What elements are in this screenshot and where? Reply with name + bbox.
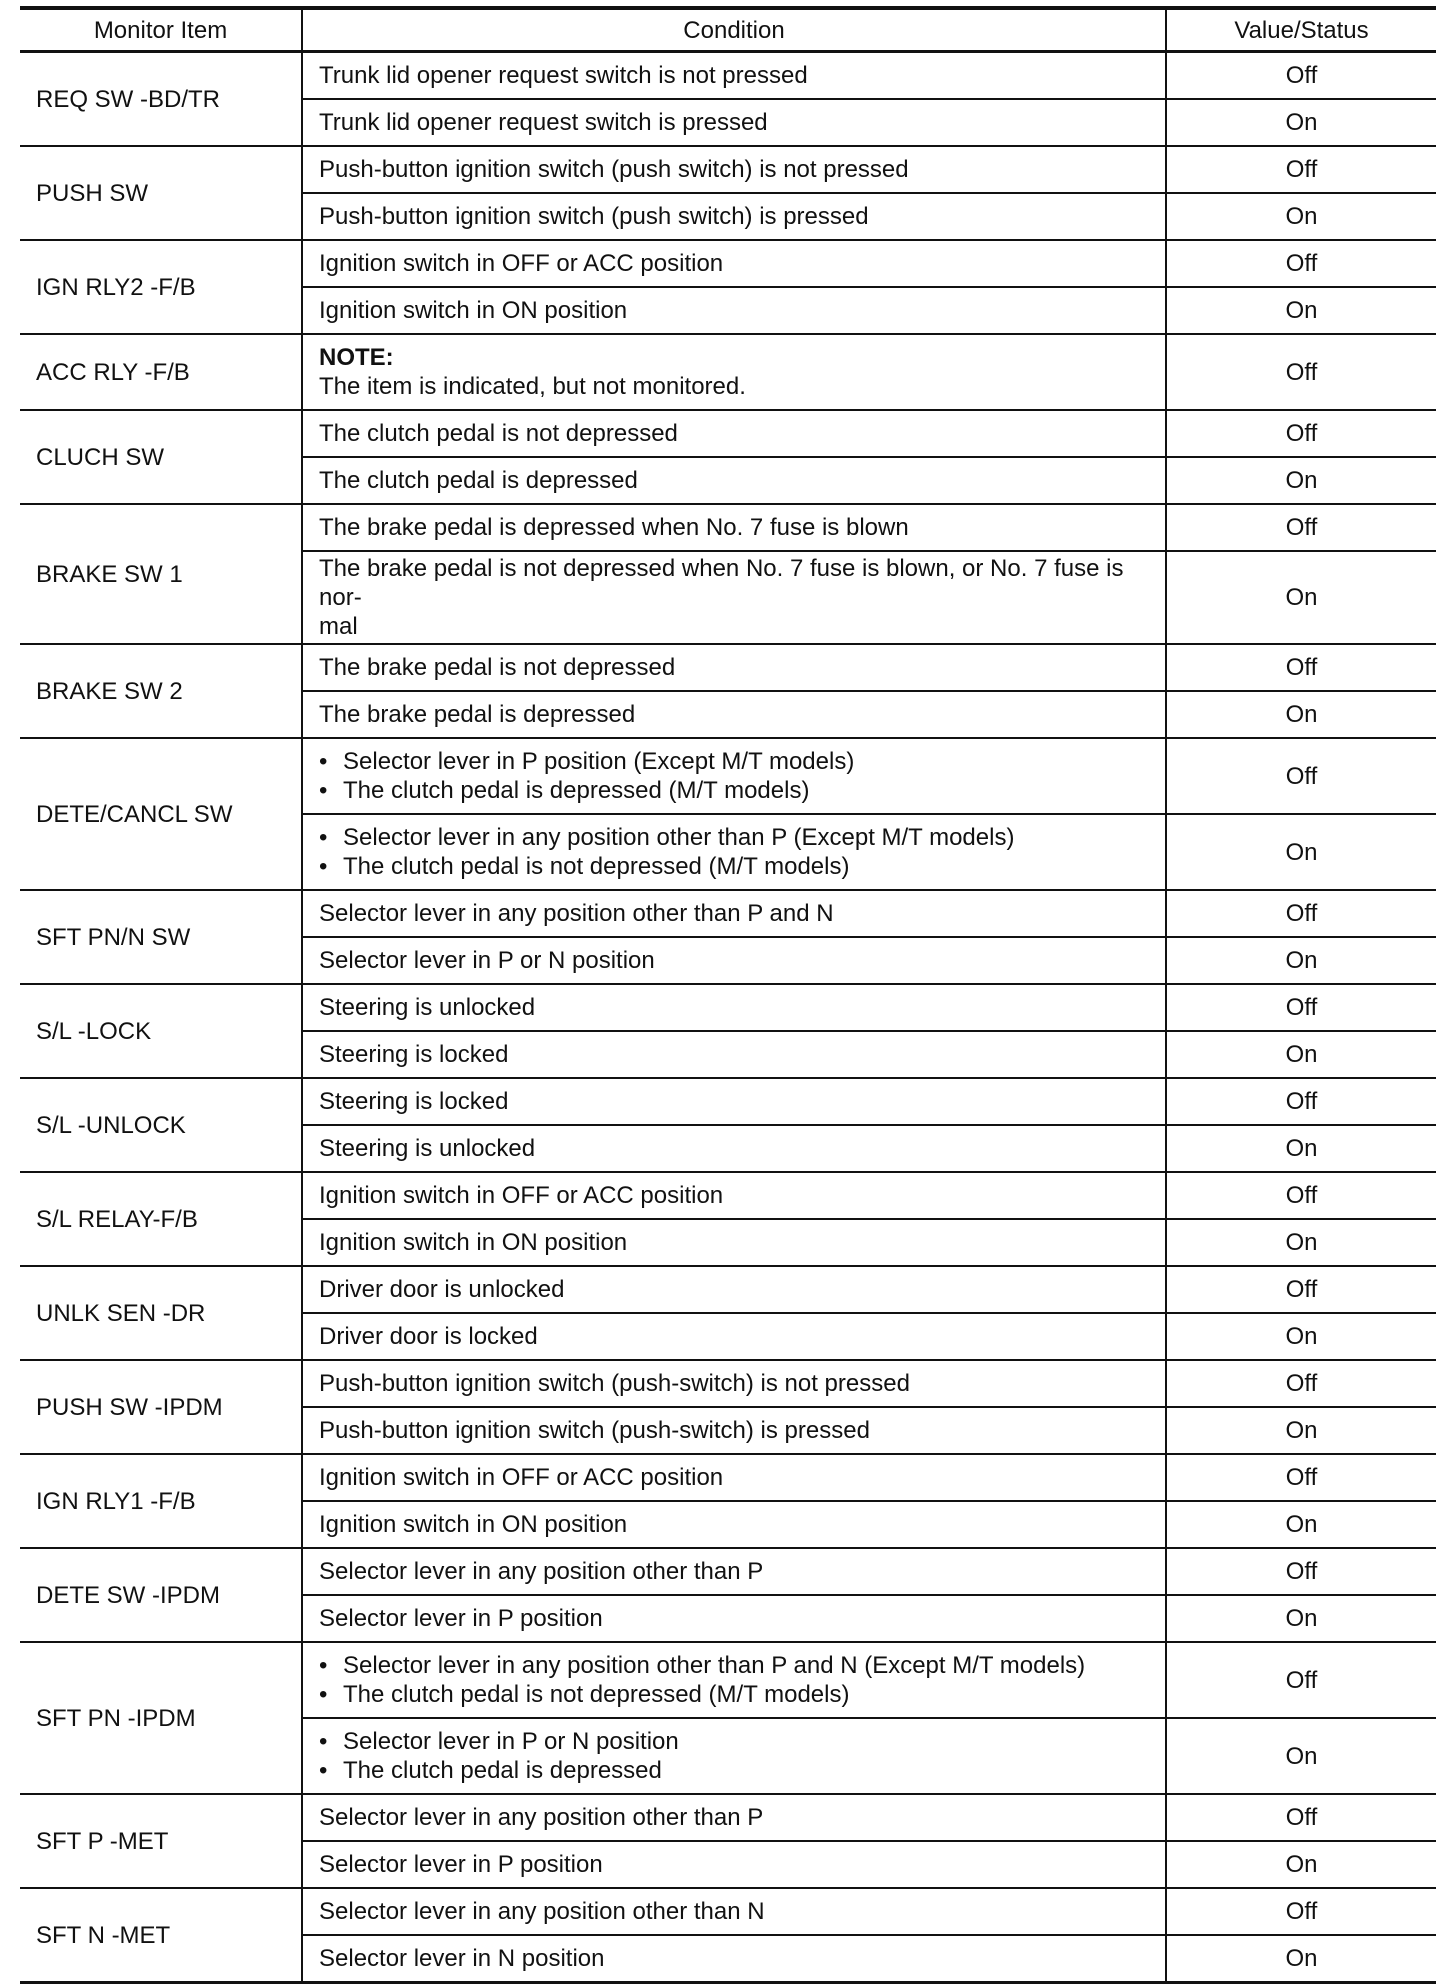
condition-cell: Ignition switch in ON position	[302, 1219, 1166, 1266]
condition-cell: Selector lever in N position	[302, 1935, 1166, 1983]
table-row	[20, 1642, 1436, 1718]
monitor-item-cell: SFT N -MET	[20, 1888, 302, 1983]
bullet-dot-icon: •	[319, 1681, 328, 1708]
value-status-cell: Off	[1166, 1266, 1436, 1313]
header-monitor-item: Monitor Item	[20, 8, 302, 52]
condition-cell: Trunk lid opener request switch is not pressed	[302, 52, 1166, 100]
bullet-text: The clutch pedal is not depressed (M/T models)	[343, 853, 850, 880]
table-row	[20, 1888, 1436, 1935]
monitor-item-cell: S/L -UNLOCK	[20, 1078, 302, 1172]
bullet-item	[319, 823, 1149, 852]
table-row	[20, 890, 1436, 937]
condition-cell: Selector lever in any position other than N	[302, 1888, 1166, 1935]
value-status-cell: Off	[1166, 1078, 1436, 1125]
bullet-text: Selector lever in P position (Except M/T models)	[343, 748, 855, 775]
monitor-item-cell: SFT PN/N SW	[20, 890, 302, 984]
value-status-cell: On	[1166, 551, 1436, 644]
condition-cell: The brake pedal is not depressed when No. 7 fuse is blown, or No. 7 fuse is nor- mal	[302, 551, 1166, 644]
condition-cell	[302, 334, 1166, 410]
value-status-cell: On	[1166, 1031, 1436, 1078]
value-status-cell: Off	[1166, 146, 1436, 193]
monitor-item-cell: BRAKE SW 1	[20, 504, 302, 644]
table-row	[20, 1454, 1436, 1501]
value-status-cell: On	[1166, 287, 1436, 334]
monitor-table-container	[20, 6, 1436, 1984]
condition-cell: Steering is locked	[302, 1031, 1166, 1078]
value-status-cell: On	[1166, 1219, 1436, 1266]
condition-cell: Selector lever in any position other than P	[302, 1548, 1166, 1595]
monitor-item-cell: DETE/CANCL SW	[20, 738, 302, 890]
monitor-item-cell: UNLK SEN -DR	[20, 1266, 302, 1360]
monitor-item-cell: SFT P -MET	[20, 1794, 302, 1888]
bullet-text: The clutch pedal is not depressed (M/T models)	[343, 1681, 850, 1708]
value-status-cell: Off	[1166, 1360, 1436, 1407]
note-text: The item is indicated, but not monitored.	[319, 373, 746, 400]
value-status-cell: Off	[1166, 1172, 1436, 1219]
value-status-cell: On	[1166, 1935, 1436, 1983]
condition-cell: Push-button ignition switch (push-switch) is pressed	[302, 1407, 1166, 1454]
condition-cell: Push-button ignition switch (push switch) is not pressed	[302, 146, 1166, 193]
condition-cell: Selector lever in any position other than P and N	[302, 890, 1166, 937]
bullet-item	[319, 1651, 1149, 1680]
value-status-cell: Off	[1166, 52, 1436, 100]
bullet-text: The clutch pedal is depressed	[343, 1757, 662, 1784]
monitor-item-cell: S/L RELAY-F/B	[20, 1172, 302, 1266]
table-row	[20, 334, 1436, 410]
value-status-cell: On	[1166, 1313, 1436, 1360]
bullet-dot-icon: •	[319, 1728, 328, 1755]
condition-cell	[302, 814, 1166, 890]
bullet-dot-icon: •	[319, 853, 328, 880]
monitor-item-cell: CLUCH SW	[20, 410, 302, 504]
value-status-cell: On	[1166, 1407, 1436, 1454]
value-status-cell: Off	[1166, 504, 1436, 551]
bullet-dot-icon: •	[319, 748, 328, 775]
condition-cell: Driver door is unlocked	[302, 1266, 1166, 1313]
condition-cell: Steering is locked	[302, 1078, 1166, 1125]
value-status-cell: On	[1166, 691, 1436, 738]
bullet-item	[319, 1680, 1149, 1709]
monitor-item-cell: PUSH SW -IPDM	[20, 1360, 302, 1454]
bullet-dot-icon: •	[319, 1652, 328, 1679]
monitor-item-table	[20, 6, 1436, 1984]
table-row	[20, 240, 1436, 287]
table-row	[20, 504, 1436, 551]
bullet-text: Selector lever in P or N position	[343, 1728, 679, 1755]
value-status-cell: Off	[1166, 240, 1436, 287]
monitor-item-cell: PUSH SW	[20, 146, 302, 240]
value-status-cell: On	[1166, 937, 1436, 984]
table-header	[20, 8, 1436, 52]
monitor-item-cell: ACC RLY -F/B	[20, 334, 302, 410]
bullet-dot-icon: •	[319, 777, 328, 804]
table-row	[20, 738, 1436, 814]
monitor-item-cell: IGN RLY1 -F/B	[20, 1454, 302, 1548]
monitor-item-cell: REQ SW -BD/TR	[20, 52, 302, 147]
condition-cell: The brake pedal is depressed	[302, 691, 1166, 738]
value-status-cell: On	[1166, 1125, 1436, 1172]
value-status-cell: On	[1166, 1718, 1436, 1794]
table-row	[20, 1548, 1436, 1595]
monitor-item-cell: DETE SW -IPDM	[20, 1548, 302, 1642]
table-row	[20, 146, 1436, 193]
value-status-cell: On	[1166, 1595, 1436, 1642]
value-status-cell: Off	[1166, 1454, 1436, 1501]
header-row	[20, 8, 1436, 52]
value-status-cell: Off	[1166, 738, 1436, 814]
condition-cell: Push-button ignition switch (push switch) is pressed	[302, 193, 1166, 240]
table-row	[20, 1794, 1436, 1841]
condition-cell: Selector lever in P or N position	[302, 937, 1166, 984]
bullet-text: Selector lever in any position other than P and N (Except M/T models)	[343, 1652, 1086, 1679]
value-status-cell: Off	[1166, 890, 1436, 937]
bullet-item	[319, 747, 1149, 776]
condition-cell: The clutch pedal is not depressed	[302, 410, 1166, 457]
condition-cell: Ignition switch in OFF or ACC position	[302, 240, 1166, 287]
header-condition: Condition	[302, 8, 1166, 52]
value-status-cell: Off	[1166, 1548, 1436, 1595]
monitor-item-cell: S/L -LOCK	[20, 984, 302, 1078]
monitor-item-cell: BRAKE SW 2	[20, 644, 302, 738]
bullet-item	[319, 1756, 1149, 1785]
value-status-cell: On	[1166, 193, 1436, 240]
monitor-item-cell: IGN RLY2 -F/B	[20, 240, 302, 334]
condition-cell: The brake pedal is not depressed	[302, 644, 1166, 691]
condition-cell: Driver door is locked	[302, 1313, 1166, 1360]
value-status-cell: Off	[1166, 984, 1436, 1031]
bullet-item	[319, 852, 1149, 881]
condition-cell	[302, 1642, 1166, 1718]
table-row	[20, 1078, 1436, 1125]
monitor-item-cell: SFT PN -IPDM	[20, 1642, 302, 1794]
value-status-cell: Off	[1166, 1888, 1436, 1935]
note-title: NOTE:	[319, 344, 394, 371]
condition-cell: Steering is unlocked	[302, 1125, 1166, 1172]
condition-cell: Push-button ignition switch (push-switch) is not pressed	[302, 1360, 1166, 1407]
condition-cell: Selector lever in any position other than P	[302, 1794, 1166, 1841]
condition-cell: The clutch pedal is depressed	[302, 457, 1166, 504]
table-row	[20, 1360, 1436, 1407]
condition-cell: Steering is unlocked	[302, 984, 1166, 1031]
value-status-cell: Off	[1166, 1794, 1436, 1841]
value-status-cell: Off	[1166, 334, 1436, 410]
table-row	[20, 410, 1436, 457]
table-row	[20, 644, 1436, 691]
value-status-cell: On	[1166, 99, 1436, 146]
condition-cell: Selector lever in P position	[302, 1595, 1166, 1642]
condition-cell: Ignition switch in ON position	[302, 287, 1166, 334]
value-status-cell: Off	[1166, 644, 1436, 691]
value-status-cell: On	[1166, 814, 1436, 890]
value-status-cell: Off	[1166, 1642, 1436, 1718]
header-value-status: Value/Status	[1166, 8, 1436, 52]
table-row	[20, 984, 1436, 1031]
table-row	[20, 1172, 1436, 1219]
condition-cell	[302, 738, 1166, 814]
bullet-text: Selector lever in any position other than P (Except M/T models)	[343, 824, 1015, 851]
table-body	[20, 52, 1436, 1983]
value-status-cell: On	[1166, 457, 1436, 504]
bullet-dot-icon: •	[319, 824, 328, 851]
value-status-cell: Off	[1166, 410, 1436, 457]
bullet-dot-icon: •	[319, 1757, 328, 1784]
table-row	[20, 52, 1436, 100]
value-status-cell: On	[1166, 1501, 1436, 1548]
bullet-item	[319, 1727, 1149, 1756]
condition-cell: Trunk lid opener request switch is pressed	[302, 99, 1166, 146]
condition-cell: Ignition switch in OFF or ACC position	[302, 1172, 1166, 1219]
condition-cell: The brake pedal is depressed when No. 7 fuse is blown	[302, 504, 1166, 551]
value-status-cell: On	[1166, 1841, 1436, 1888]
bullet-item	[319, 776, 1149, 805]
condition-cell: Ignition switch in ON position	[302, 1501, 1166, 1548]
condition-cell: Selector lever in P position	[302, 1841, 1166, 1888]
condition-cell: Ignition switch in OFF or ACC position	[302, 1454, 1166, 1501]
table-row	[20, 1266, 1436, 1313]
condition-cell	[302, 1718, 1166, 1794]
bullet-text: The clutch pedal is depressed (M/T models)	[343, 777, 810, 804]
